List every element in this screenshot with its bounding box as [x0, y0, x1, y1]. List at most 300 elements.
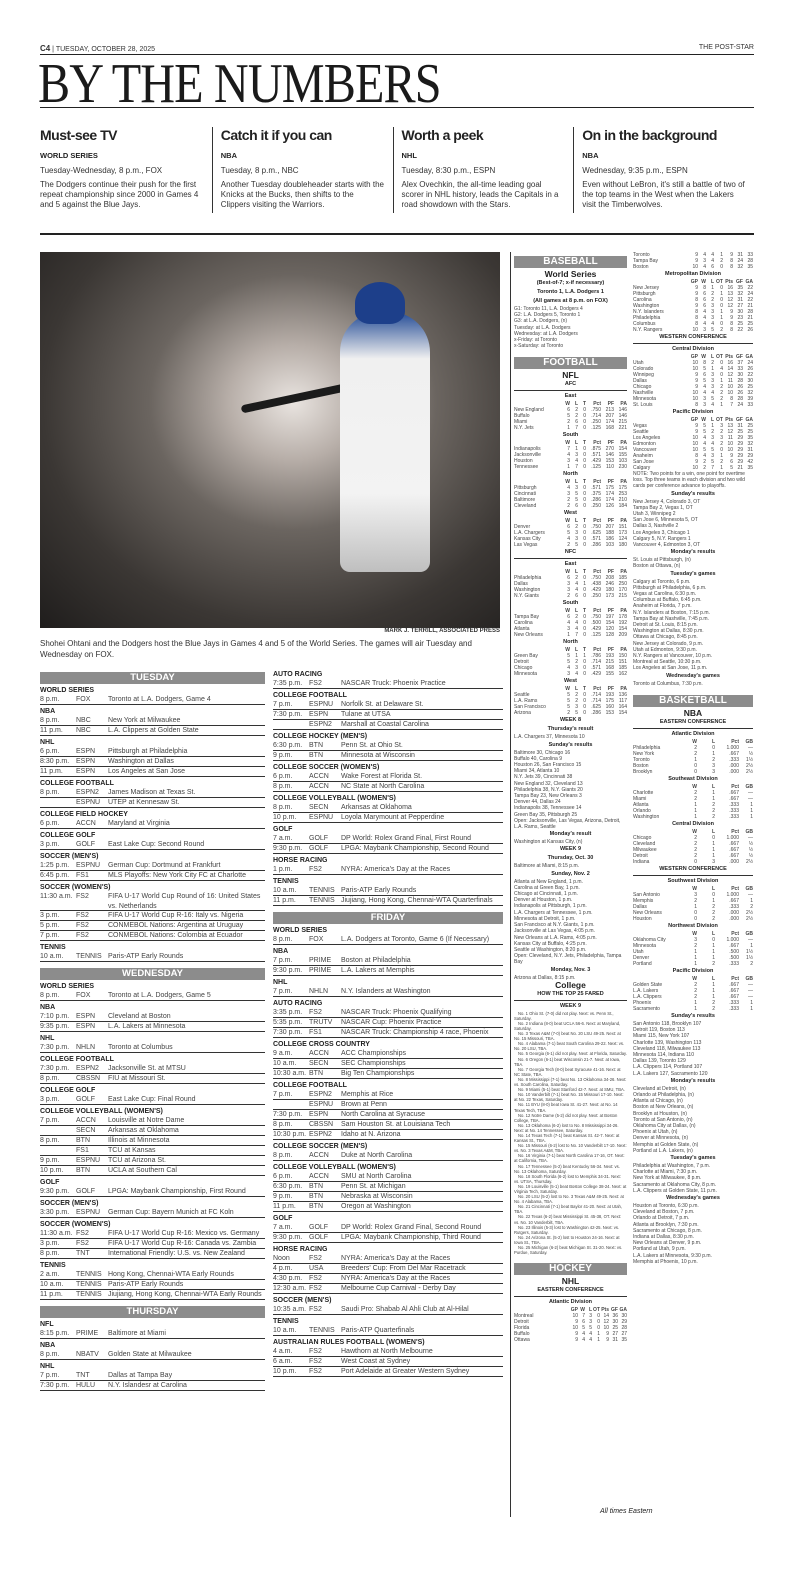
stat-cell: .714: [591, 692, 601, 699]
team-name: Dallas: [633, 903, 647, 910]
stat-cell: 2: [575, 659, 578, 666]
stat-cell: 7: [730, 402, 733, 408]
division-title: North: [563, 471, 578, 478]
schedule-row: [273, 1357, 503, 1367]
column-header: GF: [736, 354, 743, 360]
label: Sunday's results: [671, 490, 715, 497]
top25-item: No. 19 Louisville (5-1) beat Boston College 38-24. Next: at Virginia Tech, Saturday.: [514, 1183, 627, 1194]
top25-item: No. 6 Oregon (6-1) beat Wisconsin 21-7. Next: at Iowa, TBA.: [514, 1056, 621, 1067]
stat-cell: 0: [694, 909, 697, 916]
stat-cell: 7: [575, 464, 578, 471]
stat-cell: 0: [583, 452, 586, 459]
stat-cell: 8: [703, 360, 706, 366]
stat-cell: .333: [729, 807, 739, 814]
stat-cell: 0: [583, 425, 586, 432]
stat-cell: 0: [597, 1319, 600, 1326]
label: Monday, Nov. 3: [550, 966, 591, 973]
stat-cell: 175: [618, 485, 627, 492]
stat-cell: .714: [591, 698, 601, 705]
stat-cell: 0: [583, 620, 586, 627]
stat-cell: 21: [747, 315, 753, 321]
divider: [633, 343, 753, 344]
column-header: L: [710, 417, 714, 423]
sport-heading: NBA: [40, 1004, 56, 1011]
stat-cell: 0: [583, 665, 586, 672]
team-name: Jacksonville: [514, 452, 541, 459]
player-shape: [340, 312, 430, 572]
column-header: Pct: [731, 885, 739, 892]
result-line: Washington at Kansas City, (n): [514, 839, 583, 846]
stat-cell: 1: [694, 954, 697, 961]
stat-cell: 22: [747, 285, 753, 291]
sport-heading: COLLEGE FOOTBALL: [40, 1056, 114, 1063]
column-header: T: [582, 686, 586, 693]
column-header: PA: [620, 686, 627, 693]
stat-cell: 10: [572, 1325, 578, 1332]
time-cell: 3:30 p.m.: [40, 1209, 70, 1216]
event-cell: Port Adelaide at Greater Western Sydney: [341, 1368, 470, 1375]
stat-cell: 0: [583, 632, 586, 639]
stat-cell: 12: [727, 297, 733, 303]
sport-heading: TENNIS: [273, 1318, 299, 1325]
stat-cell: 3: [711, 378, 714, 384]
stat-cell: 0: [720, 372, 723, 378]
stat-cell: 16: [727, 285, 733, 291]
stat-cell: 0: [583, 464, 586, 471]
stat-cell: 0: [583, 710, 586, 717]
stat-cell: .000: [729, 909, 739, 916]
column-header: L: [574, 440, 578, 447]
stat-cell: 1½: [746, 756, 753, 763]
divider: [633, 728, 753, 729]
time-cell: 5 p.m.: [40, 922, 60, 929]
stat-cell: 0: [597, 1313, 600, 1320]
network-cell: ACCN: [76, 1117, 96, 1124]
event-cell: TCU at Arizona St.: [108, 1157, 166, 1164]
stat-cell: 8: [695, 297, 698, 303]
stat-cell: 10: [692, 264, 698, 270]
column-header: W: [565, 569, 570, 576]
team-name: Detroit: [514, 659, 529, 666]
schedule-row: [40, 1229, 265, 1239]
network-cell: ESPN2: [76, 789, 99, 796]
team-name: Houston: [514, 458, 533, 465]
column-header: Pct: [593, 569, 601, 576]
division-title: Central Division: [672, 346, 714, 352]
photo-credit: MARK J. TERRILL, ASSOCIATED PRESS: [384, 628, 500, 634]
network-cell: TENNIS: [76, 953, 102, 960]
result-line: Green Bay 35, Pittsburgh 25: [514, 811, 578, 818]
stat-cell: 4: [575, 620, 578, 627]
stat-cell: 30: [737, 372, 743, 378]
stat-cell: 2: [567, 497, 570, 504]
network-cell: BTN: [76, 1167, 90, 1174]
network-cell: ESPNU: [76, 862, 101, 869]
stat-cell: ½: [748, 750, 753, 757]
standings-column-a: [514, 254, 627, 1343]
network-cell: ESPNU: [76, 1209, 101, 1216]
column-header: OT: [716, 354, 723, 360]
result-line: Houston 26, San Francisco 15: [514, 762, 582, 769]
event-cell: FIFA U-17 World Cup Round of 16: United States vs. Netherlands: [108, 893, 261, 910]
column-header: Pts: [725, 417, 733, 423]
stat-cell: 1: [694, 903, 697, 910]
stat-cell: 1: [712, 795, 715, 802]
time-cell: 9 a.m.: [273, 1050, 293, 1057]
stat-cell: 2: [720, 390, 723, 396]
team-name: Green Bay: [514, 653, 538, 660]
schedule-row: [273, 1049, 503, 1059]
stat-cell: 26: [747, 327, 753, 333]
schedule-row: [40, 1012, 265, 1022]
stat-cell: 5: [703, 429, 706, 435]
stat-cell: 1: [712, 981, 715, 988]
stat-cell: 5: [703, 366, 706, 372]
event-cell: Oregon at Washington: [341, 1203, 411, 1210]
stat-cell: 4: [703, 309, 706, 315]
result-line: L.A. Clippers 114, Portland 107: [633, 1064, 703, 1071]
division-title: West: [563, 510, 578, 517]
stat-cell: 2: [567, 593, 570, 600]
team-name: L.A. Clippers: [633, 993, 662, 1000]
stat-cell: .786: [591, 653, 601, 660]
promo-background: [573, 127, 754, 213]
stat-cell: 3: [711, 309, 714, 315]
column-header: L: [588, 1307, 592, 1314]
stat-cell: 153: [605, 458, 614, 465]
event-cell: NYRA: America's Day at the Races: [341, 1275, 451, 1282]
sport-heading: COLLEGE SOCCER (MEN'S): [273, 1143, 368, 1150]
stat-cell: 3: [589, 1313, 592, 1320]
stat-cell: 0: [694, 768, 697, 775]
label: Sunday, Nov. 2: [551, 870, 590, 877]
event-cell: West Coast at Sydney: [341, 1358, 411, 1365]
stat-cell: 270: [605, 446, 614, 453]
stat-cell: 8: [730, 258, 733, 264]
stat-cell: 3: [720, 435, 723, 441]
stat-cell: 32: [737, 264, 743, 270]
stat-cell: 0: [583, 542, 586, 549]
stat-cell: 5: [711, 459, 714, 465]
stat-cell: 3: [575, 665, 578, 672]
stat-cell: 2: [575, 698, 578, 705]
result-line: Calgary 5, N.Y. Rangers 1: [633, 535, 691, 542]
stat-cell: 31: [747, 447, 753, 453]
stat-cell: 10: [692, 360, 698, 366]
column-header: T: [582, 608, 586, 615]
stat-cell: 31: [737, 297, 743, 303]
promo-worth-a-peek: [393, 127, 574, 213]
stat-cell: 6: [567, 407, 570, 414]
stat-cell: 2: [720, 258, 723, 264]
time-cell: 7 p.m.: [40, 932, 60, 939]
result-line: New Orleans at Denver, 9 p.m.: [633, 1240, 702, 1247]
stat-cell: 146: [605, 452, 614, 459]
schedule-row: [40, 1239, 265, 1249]
stat-cell: 26: [747, 366, 753, 372]
schedule-row: [40, 788, 265, 798]
network-cell: BTN: [309, 1183, 323, 1190]
schedule-row: [40, 1270, 265, 1280]
schedule-row: [273, 1192, 503, 1202]
stat-cell: 164: [618, 704, 627, 711]
team-name: Seattle: [633, 429, 649, 435]
top25-item: No. 11 BYU (8-0) beat Iowa St. 41-27. Next: at No. 14 Texas Tech, TBA.: [514, 1102, 618, 1113]
stat-cell: 36: [612, 1313, 618, 1320]
sport-heading: COLLEGE FIELD HOCKEY: [40, 811, 128, 818]
stat-cell: 0: [583, 704, 586, 711]
event-cell: Hawthorn at North Melbourne: [341, 1348, 433, 1355]
stat-cell: 6: [582, 1319, 585, 1326]
stat-cell: 4: [711, 258, 714, 264]
column-header: PA: [620, 479, 627, 486]
team-name: Winnipeg: [633, 372, 654, 378]
network-cell: GOLF: [76, 1096, 96, 1103]
network-cell: ACCN: [309, 773, 329, 780]
stat-cell: 175: [605, 698, 614, 705]
result-line: New Jersey at Colorado, 9 p.m.: [633, 640, 704, 647]
promo-catch-it: [212, 127, 393, 213]
top25-item: No. 18 South Florida (6-2) lost to Memphis 34-31. Next: vs. UTSA, Thursday.: [514, 1173, 621, 1184]
column-header: W: [692, 738, 697, 745]
team-name: Vancouver: [633, 447, 657, 453]
sport-heading: COLLEGE GOLF: [40, 832, 96, 839]
event-cell: North Carolina at Syracuse: [341, 1111, 426, 1118]
time-cell: 4 a.m.: [273, 1348, 293, 1355]
stat-cell: 4: [575, 671, 578, 678]
time-cell: 7:35 p.m.: [273, 680, 303, 687]
time-cell: 7 a.m.: [273, 1224, 293, 1231]
column-header: Pct: [593, 440, 601, 447]
stat-cell: 29: [737, 435, 743, 441]
stat-cell: 4: [703, 390, 706, 396]
stat-cell: 3: [589, 1319, 592, 1326]
stat-cell: 21: [737, 465, 743, 471]
result-line: Houston at Toronto, 6:30 p.m.: [633, 1202, 699, 1209]
team-name: Ottawa: [514, 1337, 530, 1344]
team-name: Sacramento: [633, 1005, 660, 1012]
stat-cell: 0: [583, 530, 586, 537]
standings-row: [633, 916, 753, 922]
column-header: PA: [620, 608, 627, 615]
stat-cell: 6: [730, 459, 733, 465]
stat-cell: 4: [567, 665, 570, 672]
stat-cell: 173: [605, 593, 614, 600]
stat-cell: 5: [567, 413, 570, 420]
team-name: Brooklyn: [633, 768, 653, 775]
column-header: PA: [620, 569, 627, 576]
stat-cell: 168: [605, 665, 614, 672]
top25-item: No. 12 Notre Dame (5-2) did not play. Next: at Boston College, TBA.: [514, 1112, 618, 1123]
network-cell: FS2: [309, 1306, 322, 1313]
stat-cell: 153: [605, 710, 614, 717]
promo-league: NBA: [220, 151, 237, 160]
time-cell: 8 p.m.: [40, 1250, 60, 1257]
stat-cell: 31: [612, 1337, 618, 1344]
network-cell: FS2: [309, 1255, 322, 1262]
stat-cell: 32: [747, 441, 753, 447]
stat-cell: 3: [712, 768, 715, 775]
result-line: St. Louis at Pittsburgh, (n): [633, 557, 691, 564]
schedule-row: [273, 966, 503, 976]
time-cell: 11 p.m.: [40, 768, 63, 775]
basketball-header: BASKETBALL: [633, 695, 753, 707]
page-title: BY THE NUMBERS: [38, 53, 441, 115]
stat-cell: 128: [605, 632, 614, 639]
network-cell: SECN: [76, 1127, 96, 1134]
stat-cell: .750: [591, 524, 601, 531]
sport-heading: NFL: [40, 1321, 54, 1328]
stat-cell: 33: [737, 366, 743, 372]
result-line: Detroit 119, Boston 113: [633, 1027, 685, 1034]
time-cell: 10 a.m.: [273, 887, 297, 894]
column-header: L: [711, 930, 715, 937]
team-name: Washington: [633, 813, 660, 820]
schedule-row: [273, 886, 503, 896]
result-line: Vancouver 4, Edmonton 3, OT: [633, 542, 701, 549]
event-cell: DP World: Rolex Grand Final, First Round: [341, 835, 472, 842]
column-header: OT: [716, 279, 723, 285]
stat-cell: 4: [575, 581, 578, 588]
schedule-row: [273, 956, 503, 966]
standings-note: NOTE: Two points for a win, one point for overtime loss. Top three teams in each division and two wild cards per conference advance to playoffs.: [633, 471, 745, 490]
event-cell: Paris-ATP Early Rounds: [341, 887, 417, 894]
stat-cell: 9: [730, 315, 733, 321]
network-cell: CBSSN: [76, 1075, 101, 1082]
stat-cell: 1: [712, 840, 715, 847]
schedule-row: [273, 834, 503, 844]
stat-cell: 35: [621, 1337, 627, 1344]
network-cell: TNT: [76, 1372, 90, 1379]
label: WEEK 8: [559, 717, 582, 724]
team-name: Colorado: [633, 366, 654, 372]
team-name: Indiana: [633, 858, 650, 865]
stat-cell: 2: [575, 407, 578, 414]
day-header-tuesday: TUESDAY: [40, 672, 265, 684]
event-cell: Breeders' Cup: From Del Mar Racetrack: [341, 1265, 466, 1272]
stat-cell: 1: [750, 1005, 753, 1012]
time-cell: 8 p.m.: [40, 696, 60, 703]
stat-cell: 2: [720, 384, 723, 390]
schedule-row: [40, 1371, 265, 1381]
network-cell: GOLF: [76, 841, 96, 848]
time-cell: 3 p.m.: [40, 1240, 60, 1247]
team-name: Cleveland: [514, 503, 537, 510]
team-name: Vegas: [633, 423, 647, 429]
stat-cell: 5: [575, 491, 578, 498]
network-cell: FS2: [309, 1348, 322, 1355]
stat-cell: —: [748, 744, 753, 751]
stat-cell: .625: [591, 530, 601, 537]
stat-cell: 126: [605, 503, 614, 510]
team-name: Denver: [514, 524, 531, 531]
network-cell: TENNIS: [76, 1291, 102, 1298]
stat-cell: 4: [703, 441, 706, 447]
stat-cell: 3: [575, 452, 578, 459]
stat-cell: 1: [711, 423, 714, 429]
network-cell: ESPNU: [309, 1101, 334, 1108]
stat-cell: 8: [695, 402, 698, 408]
stat-cell: 1: [750, 897, 753, 904]
stat-cell: .667: [729, 840, 739, 847]
stat-cell: 35: [737, 285, 743, 291]
schedule-row: [40, 1022, 265, 1032]
event-cell: Illinois at Minnesota: [108, 1137, 170, 1144]
result-line: G2: L.A. Dodgers 5, Toronto 1: [514, 312, 581, 319]
stat-cell: 1: [575, 653, 578, 660]
stat-cell: 10: [692, 441, 698, 447]
result-line: Open: Jacksonville, Las Vegas, Arizona, Detroit, L.A. Rams, Seattle: [514, 817, 621, 831]
stat-cell: 3: [711, 372, 714, 378]
network-cell: ACCN: [309, 783, 329, 790]
stat-cell: 0: [583, 659, 586, 666]
promo-must-see: [40, 127, 212, 213]
network-cell: FS2: [76, 912, 89, 919]
ohtani-photo: [40, 252, 500, 628]
event-cell: Duke at North Carolina: [341, 1152, 413, 1159]
result-line: Charlotte 139, Washington 113: [633, 1039, 702, 1046]
top25-item: No. 20 LSU (5-2) lost to No. 3 Texas A&M 49-25. Next: at No. 4 Alabama, TBA.: [514, 1194, 624, 1205]
sport-heading: WORLD SERIES: [40, 687, 95, 694]
result-line: New York at Milwaukee, 8 p.m.: [633, 1175, 702, 1182]
stat-cell: 5: [567, 659, 570, 666]
stat-cell: 5: [703, 423, 706, 429]
stat-cell: 0: [694, 915, 697, 922]
stat-cell: 9: [695, 378, 698, 384]
column-header: OT: [716, 417, 723, 423]
network-cell: TENNIS: [76, 1281, 102, 1288]
stat-cell: 5: [582, 1325, 585, 1332]
schedule-row: [273, 1059, 503, 1069]
promo-league: NHL: [401, 151, 417, 160]
stat-cell: .667: [729, 846, 739, 853]
event-cell: International Friendly: U.S. vs. New Zealand: [108, 1250, 245, 1257]
schedule-row: [40, 892, 265, 911]
result-line: Kansas City at Buffalo, 4:25 p.m.: [514, 940, 587, 947]
stat-cell: .375: [591, 491, 601, 498]
team-name: Buffalo: [514, 413, 530, 420]
time-cell: 9:30 p.m.: [40, 1188, 70, 1195]
top25-title: HOW THE TOP 25 FARED: [537, 990, 604, 997]
event-cell: German Cup: Dortmund at Frankfurt: [108, 862, 221, 869]
network-cell: FS2: [76, 893, 89, 900]
event-cell: MLS Playoffs: New York City FC at Charlotte: [108, 872, 246, 879]
promo-heading: Must-see TV: [40, 127, 117, 143]
schedule-row: [273, 751, 503, 761]
stat-cell: 3: [711, 315, 714, 321]
team-name: Charlotte: [633, 789, 654, 796]
stat-cell: 2½: [746, 768, 753, 775]
stat-cell: .333: [729, 1005, 739, 1012]
network-cell: FS2: [76, 1240, 89, 1247]
stat-cell: 9: [695, 252, 698, 258]
stat-cell: .333: [729, 756, 739, 763]
team-name: Baltimore: [514, 497, 536, 504]
time-cell: 5:35 p.m.: [273, 1019, 303, 1026]
east-title: EASTERN CONFERENCE: [659, 718, 727, 725]
column-header: W: [580, 1307, 585, 1314]
stat-cell: 246: [605, 581, 614, 588]
stat-cell: 9: [606, 1331, 609, 1338]
college-title: College: [555, 979, 586, 990]
column-header: W: [565, 647, 570, 654]
stat-cell: 180: [618, 542, 627, 549]
stat-cell: 3: [567, 491, 570, 498]
schedule-row: [273, 1223, 503, 1233]
stat-cell: 35: [747, 435, 753, 441]
stat-cell: 1: [694, 999, 697, 1006]
schedule-row: [273, 679, 503, 689]
